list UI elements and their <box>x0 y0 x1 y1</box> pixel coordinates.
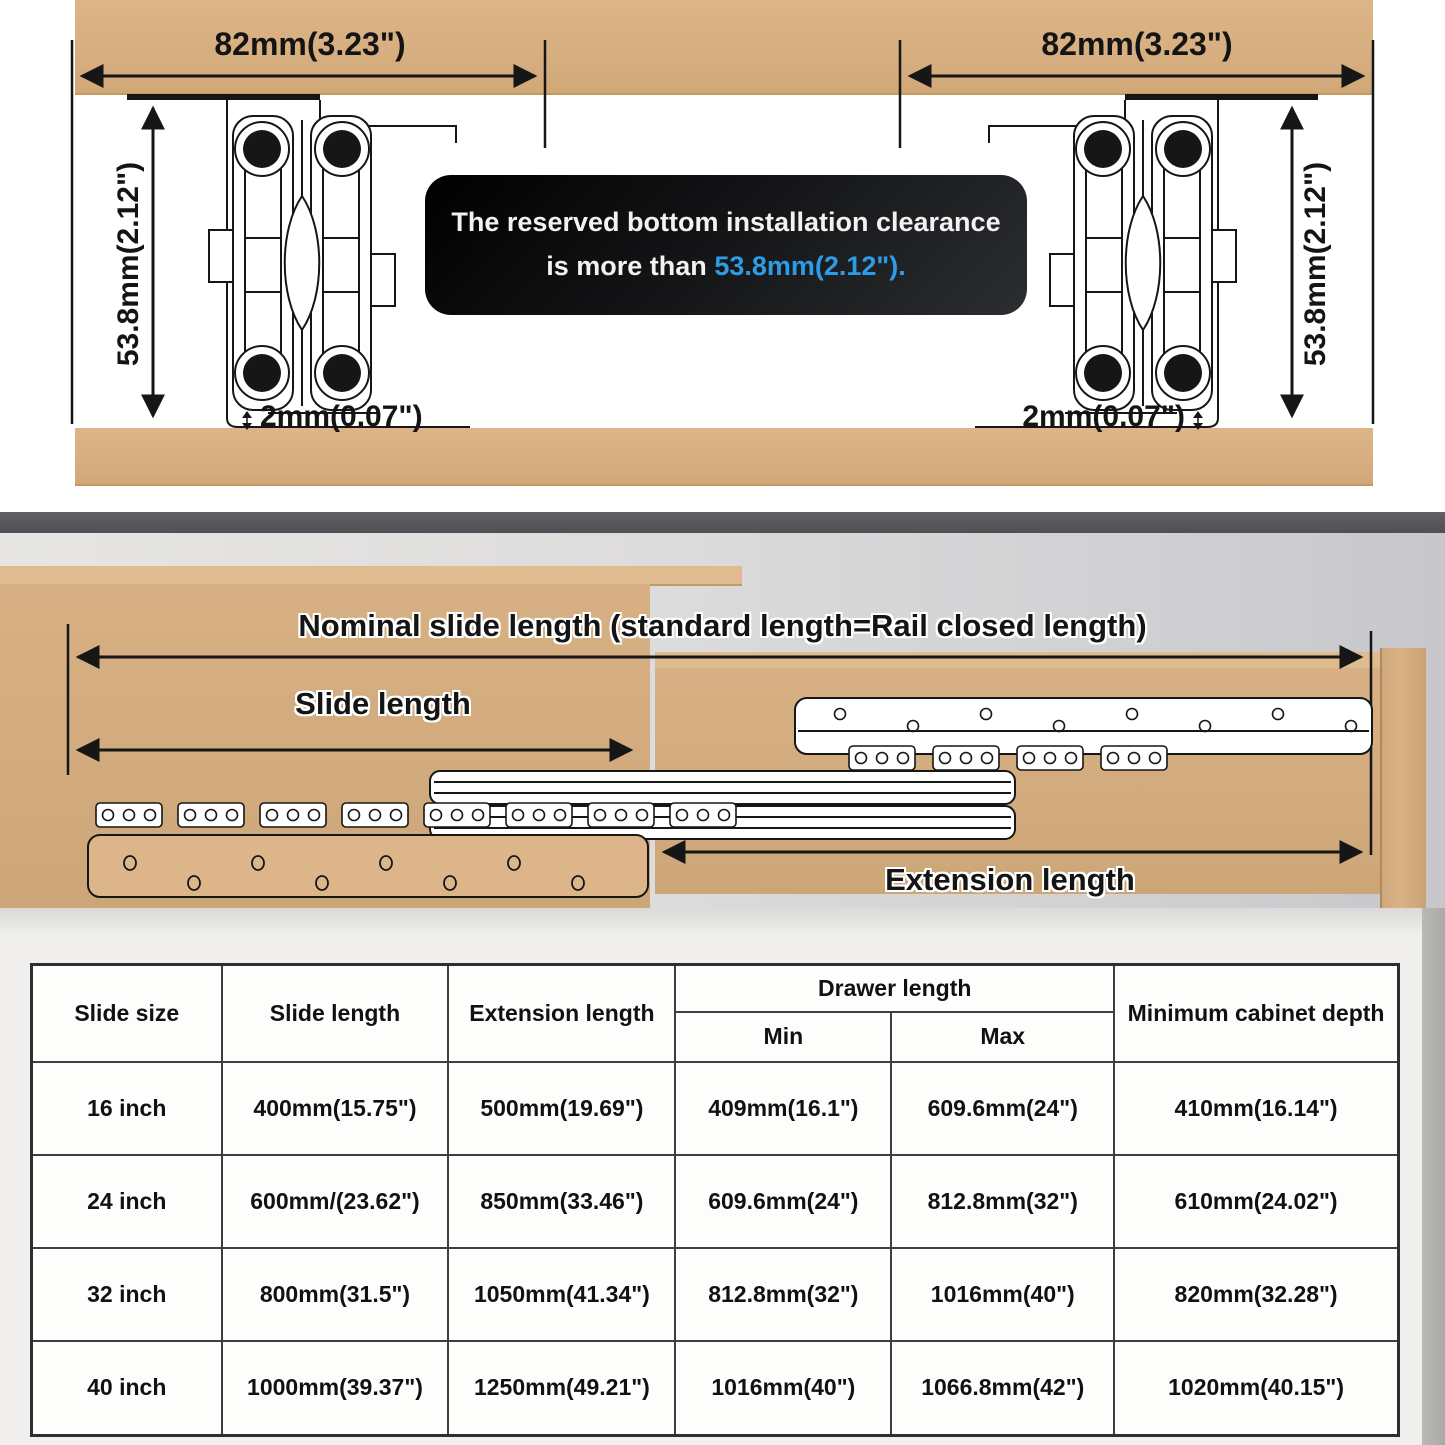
table-row <box>32 1248 1399 1341</box>
cell-drawer-max: 1016mm(40") <box>891 1248 1114 1341</box>
cell-extension-length: 850mm(33.46") <box>448 1155 675 1248</box>
col-header-drawer-length: Drawer length <box>675 965 1114 1012</box>
callout-text-block <box>451 201 1001 288</box>
cell-slide-length: 600mm/(23.62") <box>222 1155 449 1248</box>
slide-length-label: Slide length <box>295 686 471 721</box>
col-header-min-cabinet-depth: Minimum cabinet depth <box>1114 965 1398 1062</box>
spec-table <box>30 963 1400 1437</box>
right-edge-shadow <box>1422 908 1445 1445</box>
height-dim-label-left: 53.8mm(2.12") <box>112 161 145 367</box>
cell-slide-size: 32 inch <box>32 1248 222 1341</box>
nominal-length-label: Nominal slide length (standard length=Rail closed length) <box>298 608 1147 643</box>
cell-extension-length: 1050mm(41.34") <box>448 1248 675 1341</box>
cell-slide-size: 16 inch <box>32 1062 222 1155</box>
cabinet-rail-flange <box>88 835 648 897</box>
gap-dim-label-right: 2mm(0.07") <box>1022 400 1185 433</box>
col-header-min: Min <box>675 1012 891 1062</box>
callout-highlight-value: 53.8mm(2.12"). <box>714 251 906 281</box>
cell-drawer-min: 409mm(16.1") <box>675 1062 891 1155</box>
cell-cabinet-depth: 820mm(32.28") <box>1114 1248 1398 1341</box>
cell-slide-length: 400mm(15.75") <box>222 1062 449 1155</box>
col-header-extension-length: Extension length <box>448 965 675 1062</box>
cell-drawer-min: 609.6mm(24") <box>675 1155 891 1248</box>
cell-cabinet-depth: 1020mm(40.15") <box>1114 1341 1398 1436</box>
clearance-callout <box>425 175 1027 315</box>
cell-extension-length: 1250mm(49.21") <box>448 1341 675 1436</box>
section-divider-bar <box>0 512 1445 533</box>
ball-bearing <box>243 354 281 392</box>
cell-extension-length: 500mm(19.69") <box>448 1062 675 1155</box>
cell-drawer-max: 609.6mm(24") <box>891 1062 1114 1155</box>
width-dim-label-left: 82mm(3.23") <box>214 26 406 62</box>
extension-length-label: Extension length <box>885 862 1135 897</box>
callout-text: The reserved bottom installation clearance is more than <box>451 207 1001 281</box>
spec-table-wrap <box>30 963 1400 1437</box>
height-dim-label-right: 53.8mm(2.12") <box>1299 161 1332 367</box>
col-header-slide-size: Slide size <box>32 965 222 1062</box>
cell-cabinet-depth: 410mm(16.14") <box>1114 1062 1398 1155</box>
length-diagram-linework <box>0 533 1445 908</box>
table-row <box>32 1341 1399 1436</box>
cell-drawer-max: 812.8mm(32") <box>891 1155 1114 1248</box>
cell-drawer-min: 812.8mm(32") <box>675 1248 891 1341</box>
table-row <box>32 1062 1399 1155</box>
ball-bearing <box>243 130 281 168</box>
cell-cabinet-depth: 610mm(24.02") <box>1114 1155 1398 1248</box>
cell-slide-size: 24 inch <box>32 1155 222 1248</box>
cell-drawer-min: 1016mm(40") <box>675 1341 891 1436</box>
cell-drawer-max: 1066.8mm(42") <box>891 1341 1114 1436</box>
cell-slide-length: 800mm(31.5") <box>222 1248 449 1341</box>
cell-slide-length: 1000mm(39.37") <box>222 1341 449 1436</box>
col-header-slide-length: Slide length <box>222 965 449 1062</box>
table-row <box>32 1155 1399 1248</box>
ball-bearing <box>323 354 361 392</box>
ball-bearing <box>323 130 361 168</box>
cell-slide-size: 40 inch <box>32 1341 222 1436</box>
width-dim-label-right: 82mm(3.23") <box>1041 26 1233 62</box>
middle-rail <box>430 771 1015 804</box>
gap-dim-label-left: 2mm(0.07") <box>260 400 423 433</box>
col-header-max: Max <box>891 1012 1114 1062</box>
